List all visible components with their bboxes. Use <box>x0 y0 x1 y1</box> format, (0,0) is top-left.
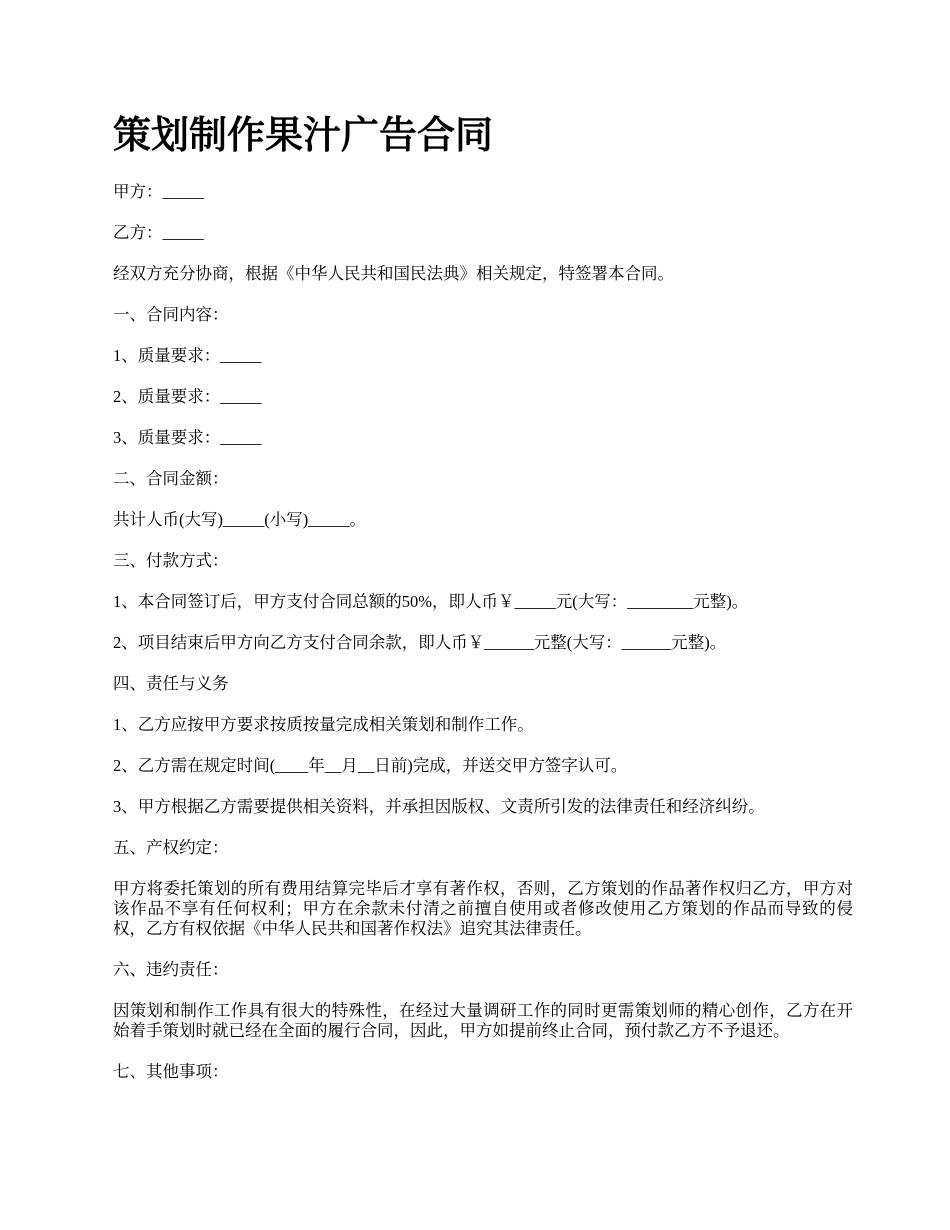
section-heading-payment-method: 三、付款方式： <box>113 551 229 570</box>
section-heading-contract-amount: 二、合同金额： <box>113 469 229 488</box>
preamble: 经双方充分协商，根据《中华人民共和国民法典》相关规定，特签署本合同。 <box>113 264 674 283</box>
party-b-line: 乙方：_____ <box>113 223 204 242</box>
payment-term-2: 2、项目结束后甲方向乙方支付合同余款，即人币￥______元整(大写：______元整)。 <box>113 633 727 652</box>
section-heading-contract-content: 一、合同内容： <box>113 305 229 324</box>
section-heading-property-rights: 五、产权约定： <box>113 838 229 857</box>
section-heading-breach-liability: 六、违约责任： <box>113 960 229 979</box>
party-a-line: 甲方：_____ <box>113 182 204 201</box>
section-heading-responsibilities: 四、责任与义务 <box>113 674 229 693</box>
quality-requirement-1: 1、质量要求：_____ <box>113 346 262 365</box>
quality-requirement-3: 3、质量要求：_____ <box>113 428 262 447</box>
responsibility-2: 2、乙方需在规定时间(____年__月__日前)完成，并送交甲方签字认可。 <box>113 756 628 775</box>
document-page <box>113 112 853 1103</box>
breach-liability-clause: 因策划和制作工作具有很大的特殊性，在经过大量调研工作的同时更需策划师的精心创作，乙方在开始着手策划时就已经在全面的履行合同，因此，甲方如提前终止合同，预付款乙方不予退还。 <box>113 1001 853 1040</box>
section-heading-other-matters: 七、其他事项： <box>113 1062 229 1081</box>
payment-term-1: 1、本合同签订后，甲方支付合同总额的50%，即人币￥_____元(大写：________元整)。 <box>113 592 749 611</box>
quality-requirement-2: 2、质量要求：_____ <box>113 387 262 406</box>
responsibility-1: 1、乙方应按甲方要求按质按量完成相关策划和制作工作。 <box>113 715 534 734</box>
document-title: 策划制作果汁广告合同 <box>113 115 494 157</box>
responsibility-3: 3、甲方根据乙方需要提供相关资料，并承担因版权、文责所引发的法律责任和经济纠纷。 <box>113 797 765 816</box>
property-rights-clause: 甲方将委托策划的所有费用结算完毕后才享有著作权，否则，乙方策划的作品著作权归乙方，甲方对该作品不享有任何权利；甲方在余款未付清之前擅自使用或者修改使用乙方策划的作品而导致的侵权，乙方有权依据《中华人民共和国著作权法》追究其法律责任。 <box>113 879 853 938</box>
total-amount-line: 共计人币(大写)_____(小写)_____。 <box>113 510 366 529</box>
